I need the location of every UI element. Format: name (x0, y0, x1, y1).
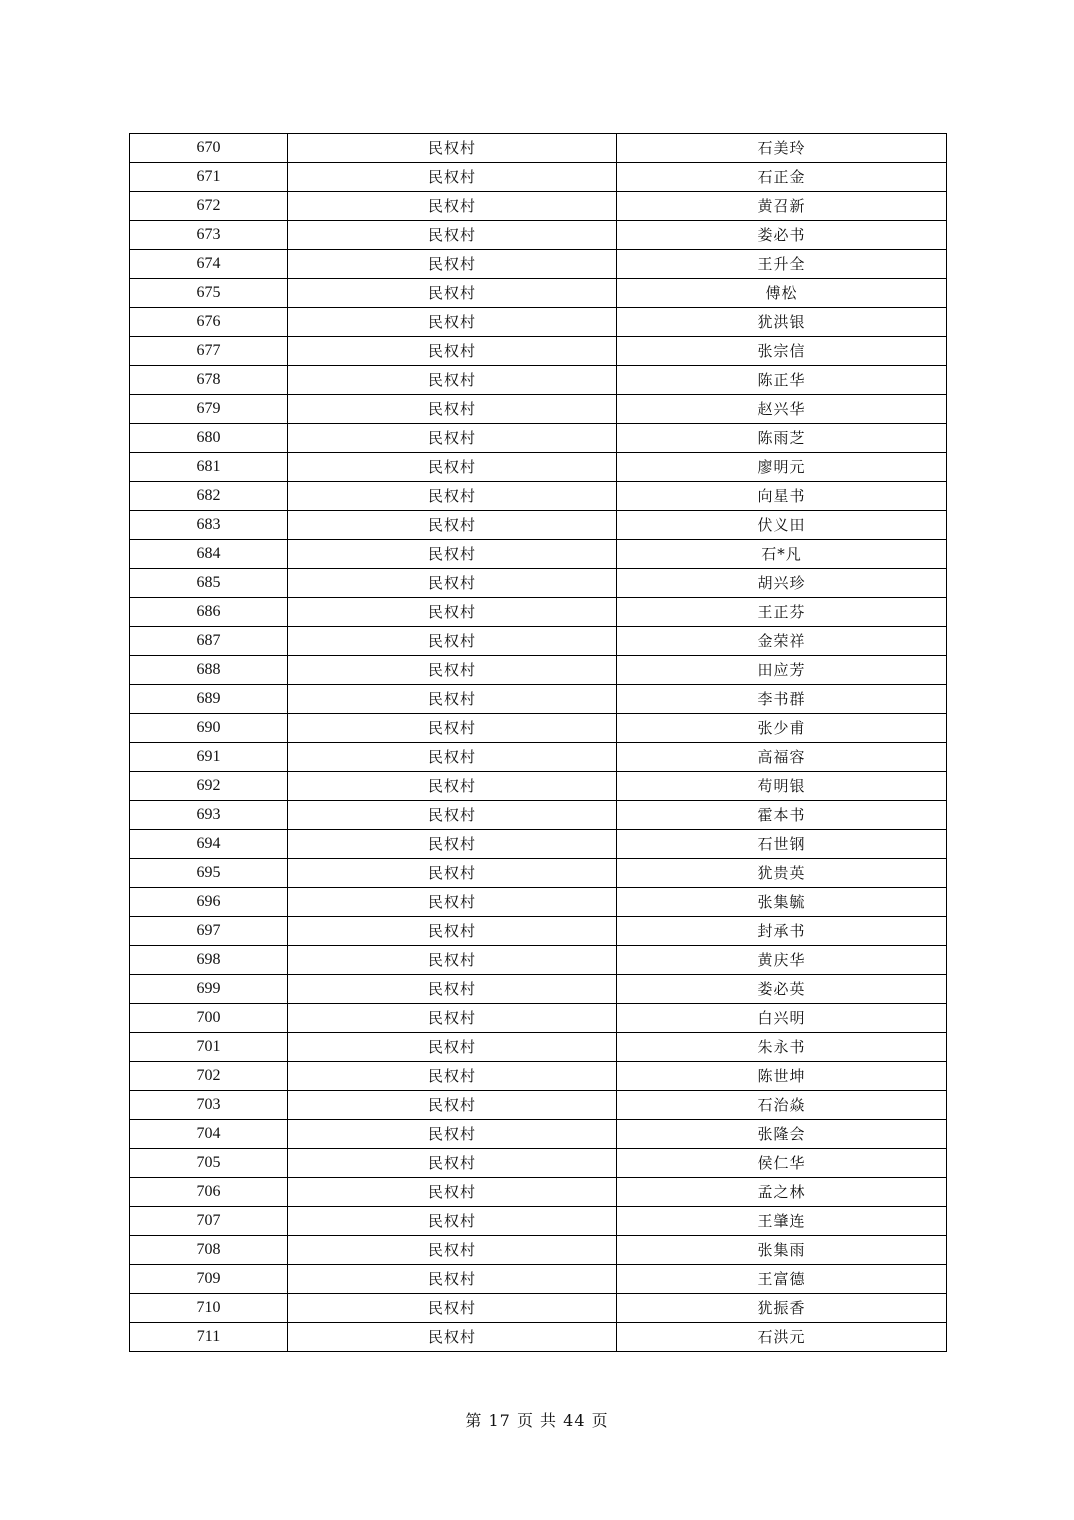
village-cell: 民权村 (288, 772, 617, 801)
village-cell: 民权村 (288, 1149, 617, 1178)
name-cell: 田应芳 (617, 656, 947, 685)
village-cell: 民权村 (288, 395, 617, 424)
village-cell: 民权村 (288, 1091, 617, 1120)
name-cell: 石美玲 (617, 134, 947, 163)
name-cell: 石正金 (617, 163, 947, 192)
row-number-cell: 711 (130, 1323, 288, 1352)
table-row (130, 772, 947, 801)
table-row (130, 1323, 947, 1352)
village-cell: 民权村 (288, 917, 617, 946)
table-row (130, 511, 947, 540)
name-cell: 张集雨 (617, 1236, 947, 1265)
row-number-cell: 706 (130, 1178, 288, 1207)
name-cell: 黄庆华 (617, 946, 947, 975)
name-cell: 犹贵英 (617, 859, 947, 888)
table-row (130, 1091, 947, 1120)
name-cell: 封承书 (617, 917, 947, 946)
name-cell: 伏义田 (617, 511, 947, 540)
village-cell: 民权村 (288, 279, 617, 308)
table-row (130, 1033, 947, 1062)
village-cell: 民权村 (288, 337, 617, 366)
table-row (130, 163, 947, 192)
name-cell: 金荣祥 (617, 627, 947, 656)
roster-table (129, 133, 947, 1352)
page-footer (0, 1408, 1074, 1431)
name-cell: 石治焱 (617, 1091, 947, 1120)
row-number-cell: 698 (130, 946, 288, 975)
name-cell: 向星书 (617, 482, 947, 511)
name-cell: 陈正华 (617, 366, 947, 395)
footer-middle: 页 共 (516, 1411, 558, 1430)
table-row (130, 656, 947, 685)
row-number-cell: 691 (130, 743, 288, 772)
row-number-cell: 697 (130, 917, 288, 946)
row-number-cell: 680 (130, 424, 288, 453)
row-number-cell: 676 (130, 308, 288, 337)
name-cell: 石世钢 (617, 830, 947, 859)
row-number-cell: 679 (130, 395, 288, 424)
village-cell: 民权村 (288, 424, 617, 453)
footer-prefix: 第 (465, 1411, 483, 1430)
row-number-cell: 699 (130, 975, 288, 1004)
row-number-cell: 674 (130, 250, 288, 279)
village-cell: 民权村 (288, 569, 617, 598)
village-cell: 民权村 (288, 192, 617, 221)
table-row (130, 627, 947, 656)
table-row (130, 1120, 947, 1149)
row-number-cell: 690 (130, 714, 288, 743)
village-cell: 民权村 (288, 1062, 617, 1091)
row-number-cell: 673 (130, 221, 288, 250)
name-cell: 胡兴珍 (617, 569, 947, 598)
name-cell: 张集毓 (617, 888, 947, 917)
name-cell: 张少甫 (617, 714, 947, 743)
table-row (130, 946, 947, 975)
table-row (130, 830, 947, 859)
row-number-cell: 685 (130, 569, 288, 598)
table-row (130, 1062, 947, 1091)
village-cell: 民权村 (288, 1033, 617, 1062)
name-cell: 张隆会 (617, 1120, 947, 1149)
name-cell: 犹振香 (617, 1294, 947, 1323)
row-number-cell: 708 (130, 1236, 288, 1265)
table-row (130, 1004, 947, 1033)
table-row (130, 685, 947, 714)
row-number-cell: 695 (130, 859, 288, 888)
row-number-cell: 682 (130, 482, 288, 511)
name-cell: 傅松 (617, 279, 947, 308)
name-cell: 苟明银 (617, 772, 947, 801)
row-number-cell: 678 (130, 366, 288, 395)
table-row (130, 366, 947, 395)
village-cell: 民权村 (288, 801, 617, 830)
village-cell: 民权村 (288, 627, 617, 656)
row-number-cell: 684 (130, 540, 288, 569)
village-cell: 民权村 (288, 685, 617, 714)
name-cell: 石*凡 (617, 540, 947, 569)
name-cell: 赵兴华 (617, 395, 947, 424)
table-row (130, 221, 947, 250)
village-cell: 民权村 (288, 1323, 617, 1352)
name-cell: 廖明元 (617, 453, 947, 482)
row-number-cell: 707 (130, 1207, 288, 1236)
table-row (130, 279, 947, 308)
village-cell: 民权村 (288, 221, 617, 250)
name-cell: 王富德 (617, 1265, 947, 1294)
table-row (130, 1265, 947, 1294)
village-cell: 民权村 (288, 163, 617, 192)
table-row (130, 1294, 947, 1323)
village-cell: 民权村 (288, 888, 617, 917)
row-number-cell: 702 (130, 1062, 288, 1091)
table-row (130, 540, 947, 569)
village-cell: 民权村 (288, 859, 617, 888)
row-number-cell: 704 (130, 1120, 288, 1149)
name-cell: 王肇连 (617, 1207, 947, 1236)
village-cell: 民权村 (288, 946, 617, 975)
name-cell: 犹洪银 (617, 308, 947, 337)
village-cell: 民权村 (288, 830, 617, 859)
village-cell: 民权村 (288, 453, 617, 482)
village-cell: 民权村 (288, 1236, 617, 1265)
name-cell: 白兴明 (617, 1004, 947, 1033)
village-cell: 民权村 (288, 598, 617, 627)
row-number-cell: 700 (130, 1004, 288, 1033)
name-cell: 王升全 (617, 250, 947, 279)
name-cell: 霍本书 (617, 801, 947, 830)
row-number-cell: 710 (130, 1294, 288, 1323)
table-row (130, 1149, 947, 1178)
village-cell: 民权村 (288, 975, 617, 1004)
row-number-cell: 683 (130, 511, 288, 540)
village-cell: 民权村 (288, 743, 617, 772)
row-number-cell: 694 (130, 830, 288, 859)
table-row (130, 1178, 947, 1207)
name-cell: 陈世坤 (617, 1062, 947, 1091)
row-number-cell: 693 (130, 801, 288, 830)
row-number-cell: 688 (130, 656, 288, 685)
table-row (130, 888, 947, 917)
village-cell: 民权村 (288, 1265, 617, 1294)
table-row (130, 859, 947, 888)
row-number-cell: 670 (130, 134, 288, 163)
table-row (130, 250, 947, 279)
roster-body (130, 134, 947, 1352)
row-number-cell: 672 (130, 192, 288, 221)
row-number-cell: 686 (130, 598, 288, 627)
table-row (130, 714, 947, 743)
row-number-cell: 687 (130, 627, 288, 656)
row-number-cell: 675 (130, 279, 288, 308)
row-number-cell: 692 (130, 772, 288, 801)
table-row (130, 569, 947, 598)
row-number-cell: 681 (130, 453, 288, 482)
name-cell: 娄必英 (617, 975, 947, 1004)
village-cell: 民权村 (288, 308, 617, 337)
table-row (130, 308, 947, 337)
village-cell: 民权村 (288, 1207, 617, 1236)
name-cell: 张宗信 (617, 337, 947, 366)
village-cell: 民权村 (288, 1178, 617, 1207)
table-row (130, 975, 947, 1004)
row-number-cell: 689 (130, 685, 288, 714)
village-cell: 民权村 (288, 250, 617, 279)
table-row (130, 192, 947, 221)
table-row (130, 801, 947, 830)
table-row (130, 337, 947, 366)
table-row (130, 743, 947, 772)
village-cell: 民权村 (288, 656, 617, 685)
row-number-cell: 705 (130, 1149, 288, 1178)
footer-current-page: 17 (488, 1411, 511, 1430)
village-cell: 民权村 (288, 482, 617, 511)
village-cell: 民权村 (288, 1120, 617, 1149)
name-cell: 朱永书 (617, 1033, 947, 1062)
row-number-cell: 677 (130, 337, 288, 366)
table-row (130, 134, 947, 163)
name-cell: 侯仁华 (617, 1149, 947, 1178)
village-cell: 民权村 (288, 511, 617, 540)
name-cell: 石洪元 (617, 1323, 947, 1352)
name-cell: 高福容 (617, 743, 947, 772)
table-row (130, 598, 947, 627)
table-row (130, 1207, 947, 1236)
footer-suffix: 页 (591, 1411, 609, 1430)
row-number-cell: 696 (130, 888, 288, 917)
name-cell: 黄召新 (617, 192, 947, 221)
row-number-cell: 701 (130, 1033, 288, 1062)
table-row (130, 453, 947, 482)
name-cell: 王正芬 (617, 598, 947, 627)
table-row (130, 1236, 947, 1265)
row-number-cell: 703 (130, 1091, 288, 1120)
row-number-cell: 709 (130, 1265, 288, 1294)
table-row (130, 917, 947, 946)
village-cell: 民权村 (288, 1004, 617, 1033)
village-cell: 民权村 (288, 1294, 617, 1323)
table-row (130, 424, 947, 453)
village-cell: 民权村 (288, 366, 617, 395)
name-cell: 孟之林 (617, 1178, 947, 1207)
village-cell: 民权村 (288, 540, 617, 569)
row-number-cell: 671 (130, 163, 288, 192)
name-cell: 李书群 (617, 685, 947, 714)
name-cell: 娄必书 (617, 221, 947, 250)
table-row (130, 395, 947, 424)
village-cell: 民权村 (288, 714, 617, 743)
footer-total-pages: 44 (563, 1411, 586, 1430)
table-row (130, 482, 947, 511)
village-cell: 民权村 (288, 134, 617, 163)
name-cell: 陈雨芝 (617, 424, 947, 453)
